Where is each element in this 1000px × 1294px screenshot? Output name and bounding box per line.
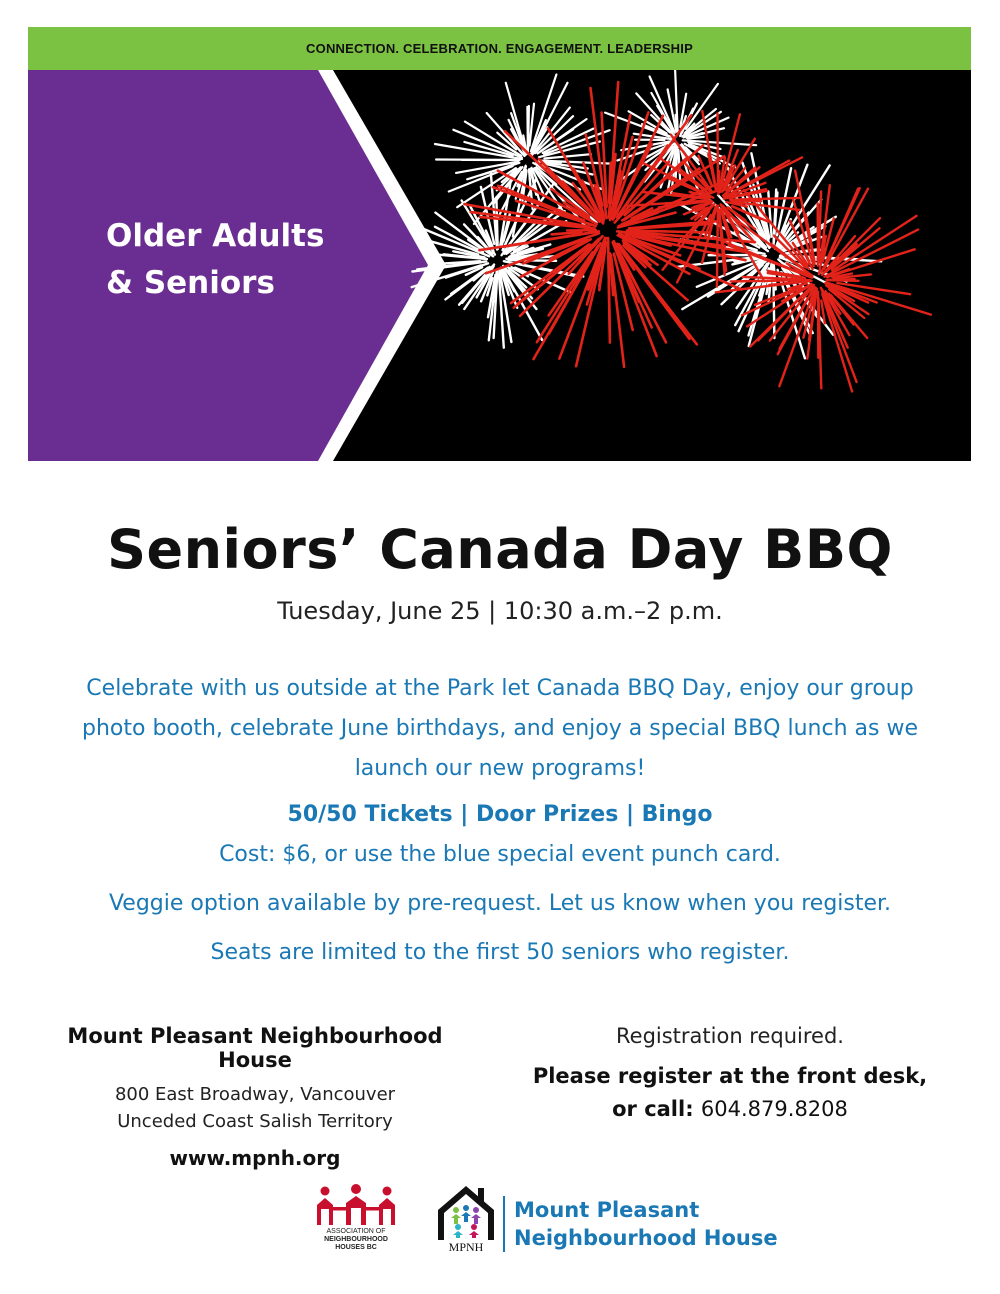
call-label: or call: <box>612 1097 694 1121</box>
firework-ray <box>686 84 718 129</box>
firework-ray <box>496 197 497 249</box>
event-seats-note: Seats are limited to the first 50 seniors who register. <box>210 940 790 965</box>
event-cost: Cost: $6, or use the blue special event punch card. <box>219 842 781 867</box>
registration-required: Registration required. <box>616 1024 844 1048</box>
tagline-bar <box>28 27 971 70</box>
firework-ray <box>827 279 855 280</box>
registration-instruction-line2 <box>500 1093 960 1126</box>
mpnh-abbreviation: MPNH <box>448 1240 484 1254</box>
event-datetime: Tuesday, June 25 | 10:30 a.m.–2 p.m. <box>277 597 723 625</box>
firework-ray <box>730 198 799 200</box>
event-title: Seniors’ Canada Day BBQ <box>107 518 893 581</box>
organization-info <box>30 1024 480 1170</box>
anh-line2: NEIGHBOURHOOD <box>324 1236 388 1243</box>
anh-line1: ASSOCIATION OF <box>326 1228 386 1235</box>
mpnh-name-line1: Mount Pleasant <box>514 1198 700 1222</box>
anh-logo-text <box>305 1228 407 1252</box>
mpnh-name-line2: Neighbourhood House <box>514 1226 778 1250</box>
organization-name: Mount Pleasant Neighbourhood House <box>67 1024 443 1072</box>
audience-label-line2: & Seniors <box>106 265 275 301</box>
anh-line3: HOUSES BC <box>335 1244 377 1251</box>
event-veggie-note: Veggie option available by pre-request. Let us know when you register. <box>108 891 892 916</box>
event-highlights: 50/50 Tickets | Door Prizes | Bingo <box>287 802 713 827</box>
tagline-text: CONNECTION. CELEBRATION. ENGAGEMENT. LEADERSHIP <box>306 41 693 56</box>
audience-label <box>106 213 324 307</box>
registration-info <box>500 1024 960 1126</box>
event-description: Celebrate with us outside at the Park let Canada BBQ Day, enjoy our group photo booth, celebrate June birthdays, and enjoy a special BBQ lunch as we launch our new programs! <box>82 676 918 781</box>
hero-banner <box>28 70 971 461</box>
mpnh-logo-name <box>514 1196 778 1252</box>
maple-leaf-fireworks <box>412 70 931 391</box>
organization-address: 800 East Broadway, Vancouver <box>114 1084 396 1105</box>
organization-website-link[interactable]: www.mpnh.org <box>169 1146 341 1170</box>
registration-instruction-line1: Please register at the front desk, <box>532 1064 928 1088</box>
firework-ray <box>608 238 610 333</box>
firework-ray <box>530 104 535 146</box>
organization-territory: Unceded Coast Salish Territory <box>117 1111 393 1132</box>
phone-number-link[interactable]: 604.879.8208 <box>700 1097 848 1121</box>
audience-label-line1: Older Adults <box>106 218 325 254</box>
registration-instructions <box>500 1060 960 1126</box>
logo-divider <box>503 1196 505 1252</box>
firework-ray <box>717 206 718 287</box>
anh-logo-icon <box>315 1183 397 1269</box>
